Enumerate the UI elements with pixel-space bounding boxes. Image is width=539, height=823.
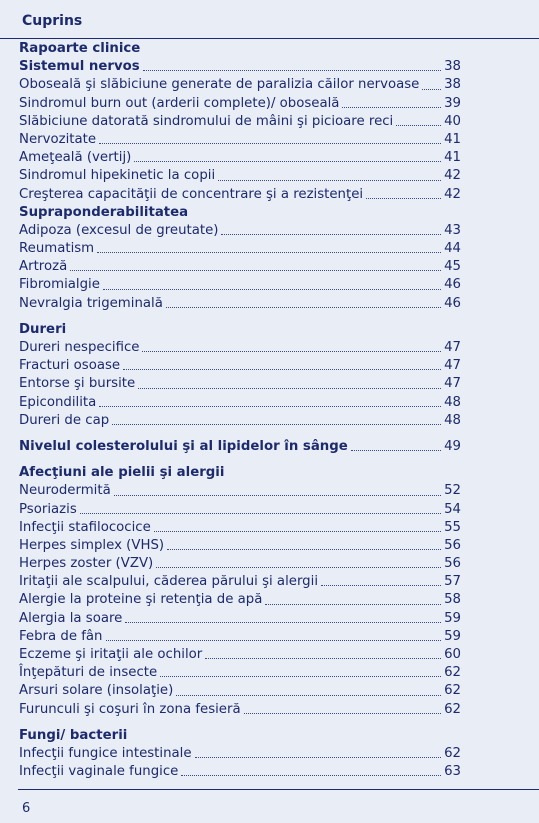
toc-entry[interactable] [19, 682, 461, 700]
toc-entry[interactable] [19, 482, 461, 500]
leader-dots [106, 639, 442, 641]
leader-dots [138, 387, 441, 389]
leader-dots [134, 160, 441, 162]
toc-page-number: 39 [444, 95, 461, 111]
toc-entry-label: Înţepături de insecte [19, 665, 158, 681]
toc-entry[interactable] [19, 167, 461, 185]
toc-entry-label: Dureri de cap [19, 412, 110, 428]
section-heading-fungi-bacterii: Fungi/ bacterii [19, 727, 128, 743]
leader-dots [99, 405, 441, 407]
section-heading-rapoarte-clinice: Rapoarte clinice [19, 41, 141, 56]
toc-entry[interactable] [19, 149, 461, 167]
leader-dots [321, 584, 441, 586]
toc-entry-label: Epicondilita [19, 394, 97, 410]
toc-entry[interactable] [19, 276, 461, 294]
toc-entry[interactable] [19, 394, 461, 412]
toc-page-number: 48 [444, 394, 461, 410]
leader-dots [166, 306, 441, 308]
toc-page-number: 38 [444, 77, 461, 93]
toc-entry[interactable] [19, 295, 461, 313]
toc-page-number: 49 [444, 438, 461, 454]
toc-page-number: 63 [444, 764, 461, 780]
toc-entry[interactable] [19, 664, 461, 682]
section-heading-dureri: Dureri [19, 321, 67, 337]
toc-entry[interactable] [19, 646, 461, 664]
toc-page-number: 56 [444, 556, 461, 572]
toc-page-number: 54 [444, 501, 461, 517]
toc-page-number: 45 [444, 259, 461, 275]
toc-entry-label: Neurodermită [19, 483, 111, 499]
leader-dots [143, 69, 441, 71]
toc-entry[interactable] [19, 610, 461, 628]
toc-entry-label: Nevralgia trigeminală [19, 295, 163, 311]
toc-section-colesterol[interactable] [19, 438, 461, 456]
toc-page-number: 56 [444, 537, 461, 553]
toc-page-number: 60 [444, 647, 461, 662]
toc-page-number: 62 [444, 665, 461, 681]
leader-dots [167, 548, 441, 550]
section-heading-afectiuni-piele: Afecţiuni ale pielii şi alergii [19, 465, 225, 481]
leader-dots [99, 142, 441, 144]
toc-page-number: 52 [444, 483, 461, 499]
leader-dots [265, 603, 441, 605]
leader-dots [97, 251, 441, 253]
leader-dots [123, 368, 441, 370]
toc-page-number: 46 [444, 295, 461, 311]
toc-section-label: Nivelul colesterolului şi al lipidelor în sânge [19, 438, 348, 454]
toc-entry[interactable] [19, 519, 461, 537]
toc-entry-label: Fibromialgie [19, 277, 100, 293]
toc-entry[interactable] [19, 745, 461, 763]
leader-dots [125, 621, 441, 623]
toc-page-number: 59 [444, 610, 461, 626]
toc-entry-label: Alergie la proteine şi retenţia de apă [19, 592, 263, 608]
toc-entry-label: Herpes zoster (VZV) [19, 556, 154, 572]
toc-page-number: 47 [444, 340, 461, 355]
leader-dots [244, 712, 441, 714]
toc-entry[interactable] [19, 375, 461, 393]
toc-entry-label: Creşterea capacităţii de concentrare şi a rezistenţei [19, 186, 364, 202]
section-heading-supraponderabilitatea: Supraponderabilitatea [19, 204, 189, 220]
leader-dots [103, 288, 441, 290]
toc-entry[interactable] [19, 258, 461, 276]
toc-section-label: Sistemul nervos [19, 59, 140, 75]
toc-entry[interactable] [19, 501, 461, 519]
toc-page-number: 58 [444, 592, 461, 608]
toc-entry-label: Infecţii fungice intestinale [19, 745, 192, 761]
leader-dots [160, 675, 441, 677]
toc-entry-label: Herpes simplex (VHS) [19, 537, 165, 553]
toc-entry[interactable] [19, 701, 461, 719]
header-bar [0, 0, 539, 39]
toc-page-number: 40 [444, 113, 461, 129]
leader-dots [112, 423, 441, 425]
toc-entry-label: Reumatism [19, 241, 95, 257]
leader-dots [80, 512, 441, 514]
leader-dots [181, 774, 441, 776]
leader-dots [351, 449, 441, 451]
toc-page-number: 48 [444, 412, 461, 428]
leader-dots [195, 756, 441, 758]
toc-page-number: 55 [444, 519, 461, 535]
toc-entry[interactable] [19, 573, 461, 591]
toc-page-number: 47 [444, 376, 461, 392]
toc-page-number: 62 [444, 701, 461, 717]
toc-entry[interactable] [19, 763, 461, 781]
toc-page-number: 44 [444, 241, 461, 257]
toc-page-number: 38 [444, 59, 461, 75]
leader-dots [396, 124, 441, 126]
toc-entry[interactable] [19, 555, 461, 573]
toc-entry-label: Sindromul burn out (arderii complete)/ oboseală [19, 95, 340, 111]
toc-entry[interactable] [19, 537, 461, 555]
leader-dots [221, 233, 441, 235]
toc-page-number: 62 [444, 683, 461, 699]
leader-dots [156, 566, 441, 568]
toc-entry[interactable] [19, 628, 461, 646]
leader-dots [218, 179, 441, 181]
toc-entry-label: Slăbiciune datorată sindromului de mâini şi picioare reci [19, 113, 394, 129]
toc-entry[interactable] [19, 357, 461, 375]
toc-entry-label: Dureri nespecifice [19, 340, 140, 355]
toc-page-number: 46 [444, 277, 461, 293]
leader-dots [70, 269, 441, 271]
page-title: Cuprins [22, 13, 83, 29]
toc-entry[interactable] [19, 95, 461, 113]
toc-page-number: 43 [444, 222, 461, 238]
toc-entry-label: Alergia la soare [19, 610, 123, 626]
toc-entry-label: Sindromul hipekinetic la copii [19, 168, 216, 184]
page-number: 6 [22, 801, 31, 816]
toc-section-sistemul-nervos[interactable] [19, 58, 461, 76]
leader-dots [342, 106, 441, 108]
toc-entry[interactable] [19, 412, 461, 430]
toc-entry[interactable] [19, 76, 461, 94]
toc-entry[interactable] [19, 131, 461, 149]
toc-entry-label: Oboseală şi slăbiciune generate de paralizia căilor nervoase [19, 77, 420, 93]
toc-entry-label: Iritaţii ale scalpului, căderea părului şi alergii [19, 574, 319, 590]
leader-dots [142, 350, 441, 352]
toc-entry-label: Nervozitate [19, 131, 97, 147]
toc-entry-label: Eczeme şi iritaţii ale ochilor [19, 647, 203, 662]
toc-page-number: 62 [444, 745, 461, 761]
toc-entry-label: Infecţii stafilococice [19, 519, 151, 535]
toc-page-number: 41 [444, 150, 461, 166]
toc-entry-label: Psoriazis [19, 501, 77, 517]
footer-rule [18, 789, 539, 790]
leader-dots [366, 197, 441, 199]
toc-entry[interactable] [19, 113, 461, 131]
toc-page-number: 42 [444, 186, 461, 202]
toc-page-number: 41 [444, 131, 461, 147]
toc-entry-label: Ameţeală (vertij) [19, 150, 132, 166]
leader-dots [176, 694, 441, 696]
toc-entry[interactable] [19, 339, 461, 357]
toc-entry-label: Adipoza (excesul de greutate) [19, 222, 219, 238]
leader-dots [422, 88, 441, 90]
toc-entry-label: Arsuri solare (insolaţie) [19, 683, 174, 699]
toc-entry-label: Artroză [19, 259, 68, 275]
table-of-contents [19, 40, 461, 781]
toc-entry-label: Furunculi şi coşuri în zona fesieră [19, 701, 241, 717]
toc-page-number: 42 [444, 168, 461, 184]
toc-page-number: 47 [444, 358, 461, 374]
leader-dots [154, 530, 441, 532]
leader-dots [114, 494, 441, 496]
toc-entry-label: Infecţii vaginale fungice [19, 764, 179, 780]
toc-entry-label: Febra de fân [19, 628, 103, 644]
toc-entry-label: Fracturi osoase [19, 358, 121, 374]
toc-entry[interactable] [19, 222, 461, 240]
toc-entry[interactable] [19, 591, 461, 609]
toc-page-number: 57 [444, 574, 461, 590]
toc-entry-label: Entorse şi bursite [19, 376, 136, 392]
toc-entry[interactable] [19, 240, 461, 258]
toc-entry[interactable] [19, 186, 461, 204]
leader-dots [205, 657, 441, 659]
toc-page-number: 59 [444, 628, 461, 644]
